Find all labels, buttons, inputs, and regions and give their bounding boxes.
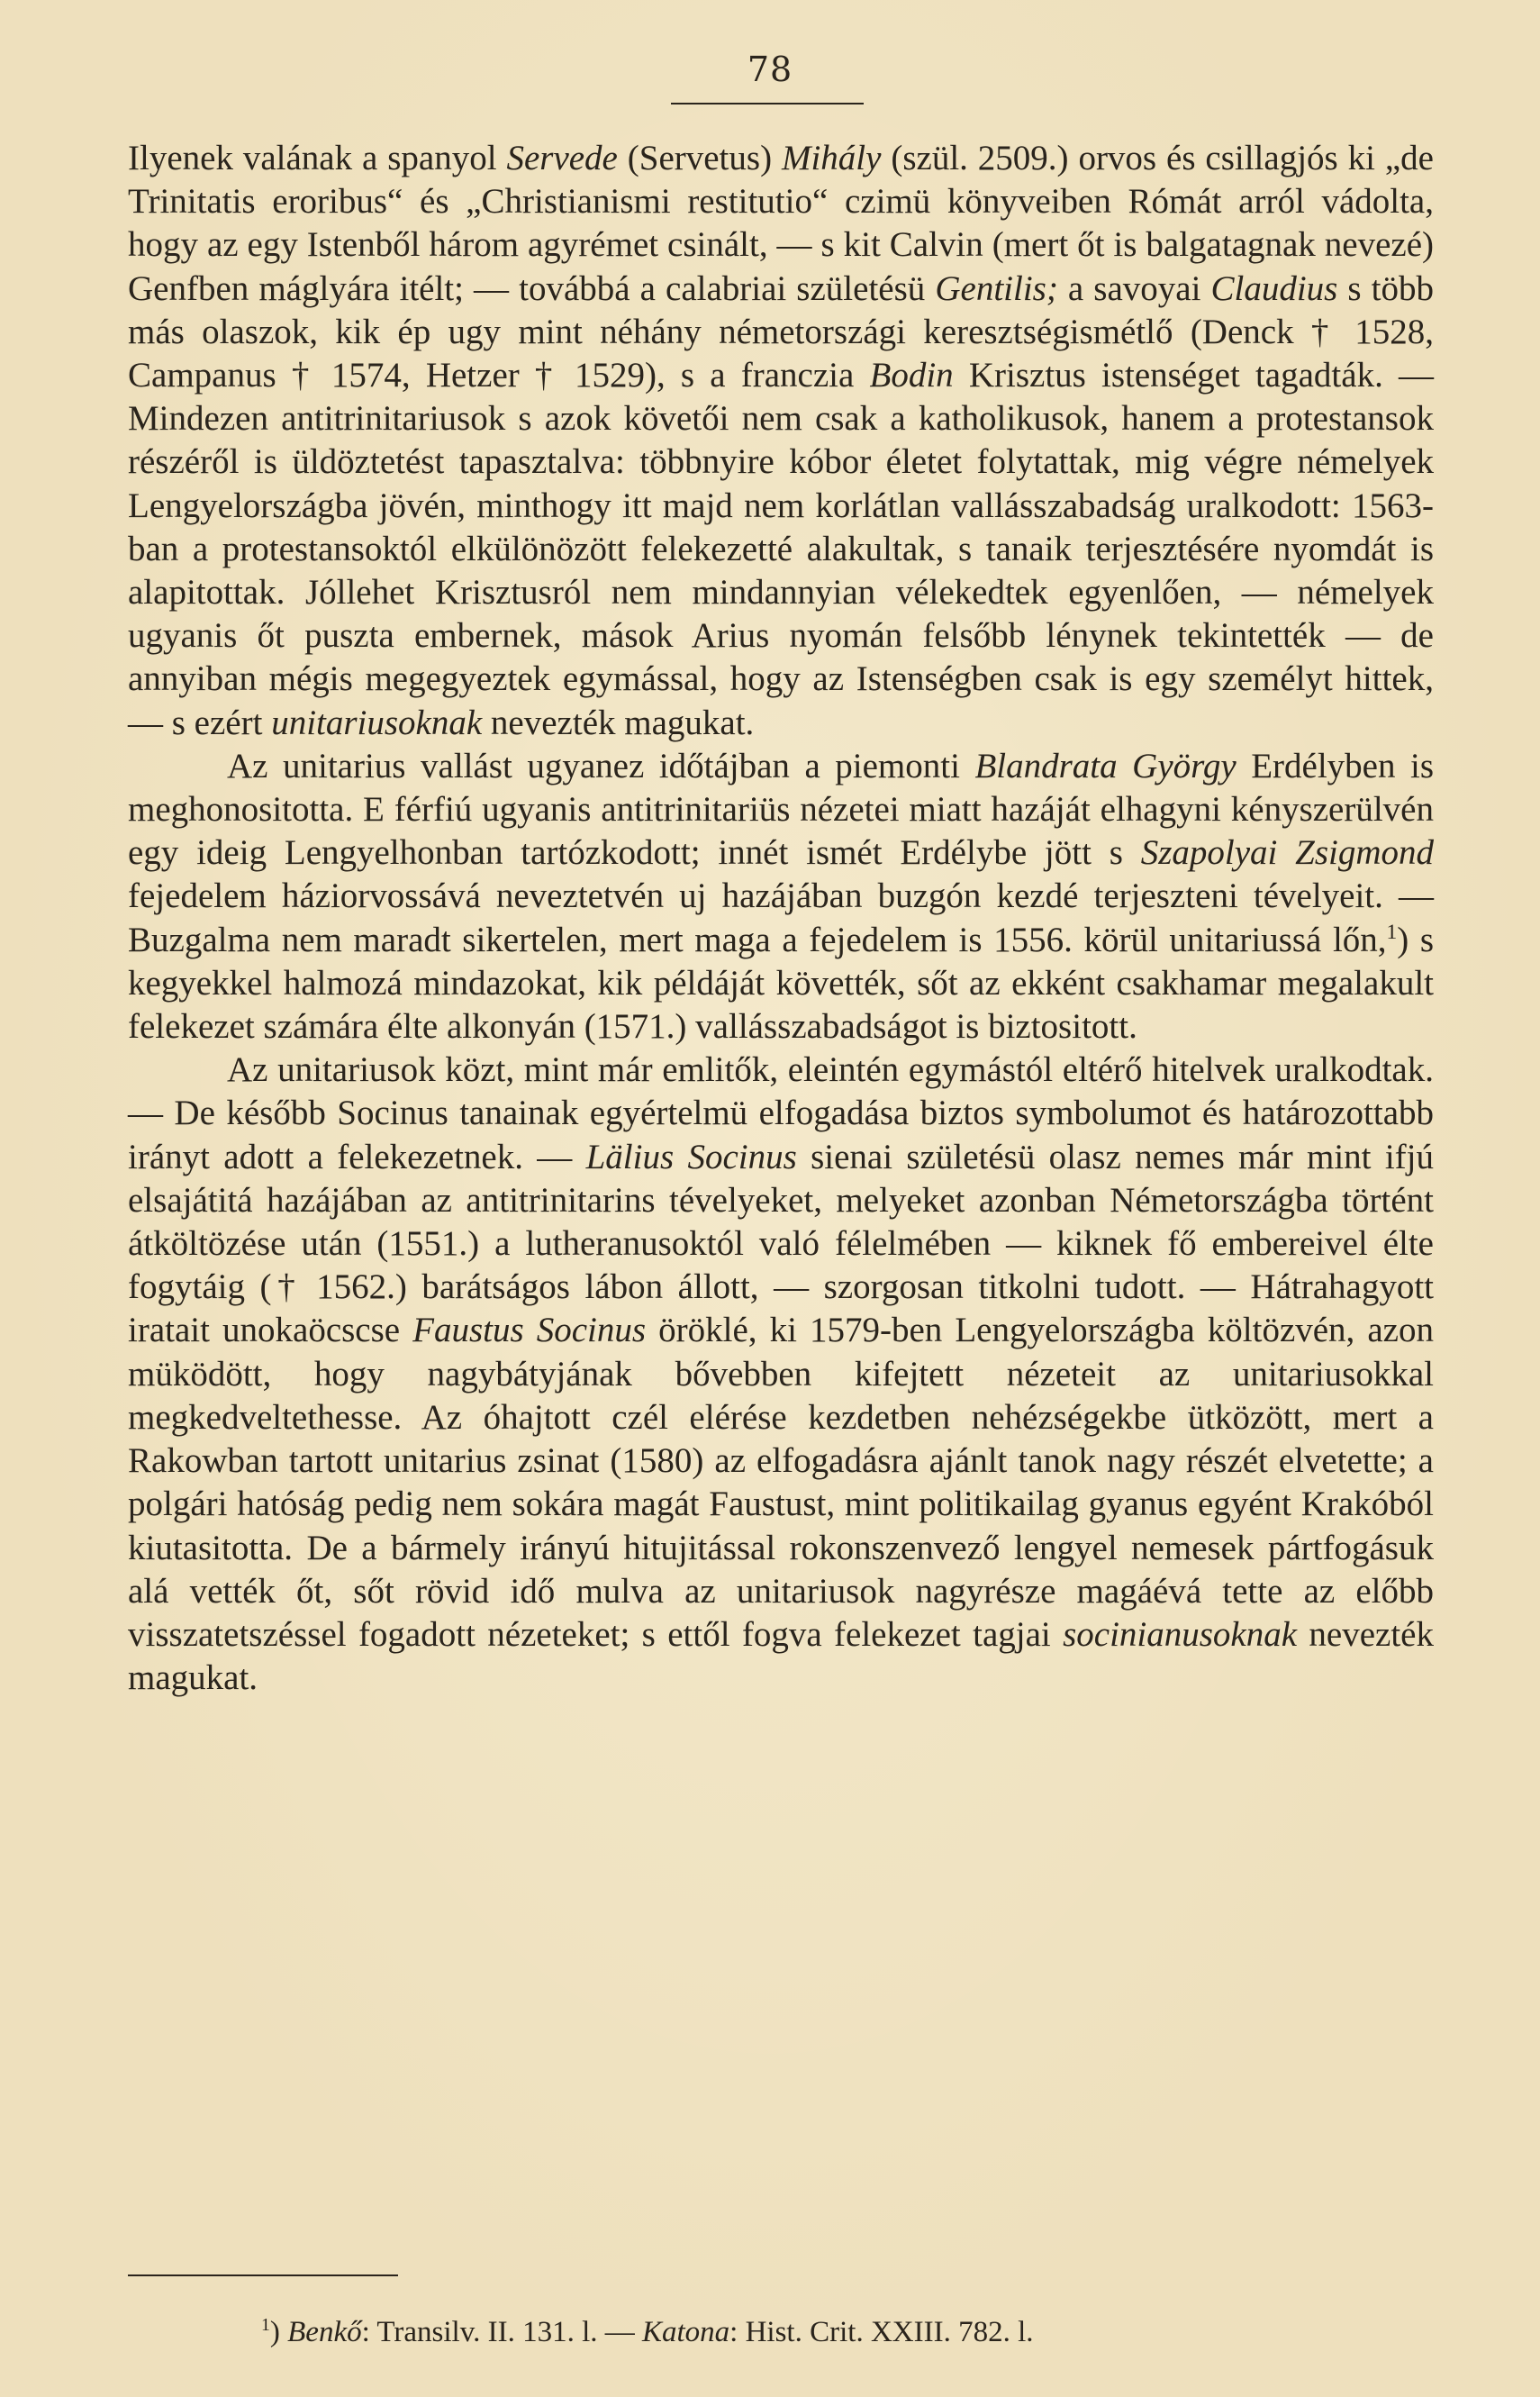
italic-run: Blandrata György [974, 746, 1237, 785]
text-run: nevezték magukat. [128, 1614, 1434, 1698]
paragraph [128, 137, 1434, 745]
paragraph [128, 1049, 1434, 1700]
italic-run: Szapolyai Zsigmond [1140, 833, 1435, 873]
footnote-marker: 1 [261, 2315, 270, 2335]
footnote-separator [128, 2274, 398, 2276]
text-run: sienai születésü olasz nemes már mint ifjú elsajátitá hazájában az antitrinitarins tévelyeket, melyeket azonban Németországba történt átköltözése után (1551.) a lutheranusoktól való félelmében — kiknek fő embereivel élte fogytáig († 1562.) barátságos lábon állott, — szorgosan titkolni tudott. — Hátrahagyott iratait unokaöcscse [128, 1137, 1434, 1350]
italic-run: Lälius Socinus [585, 1137, 797, 1176]
italic-run: Faustus Socinus [412, 1311, 647, 1350]
page-number: 78 [747, 50, 793, 89]
text-run: Az unitariusok közt, mint már emlitők, eleintén egymástól eltérő hitelvek uralkodtak. — De később Socinus tanainak egyértelmü elfogadása biztos symbolumot és határozottabb irányt adott a felekezetnek. — [128, 1050, 1434, 1176]
text-run: (Servetus) [617, 139, 782, 177]
text-run: öröklé, ki 1579-ben Lengyelországba költözvén, azon müködött, hogy nagybátyjának bővebben kifejtett nézeteit az unitariusokkal megkedveltethesse. Az óhajtott czél elérése kezdetben nehézségekbe ütközött, mert a Rakowban tartott unitarius zsinat (1580) az elfogadásra ajánlt tanok nagy részét elvetette; a polgári hatóság pedig nem sokára magát Faustust, mint politikailag gyanus egyént Krakóból kiutasitotta. De a bármely irányú hitujitással rokonszenvező lengyel nemesek pártfogásuk alá vették őt, sőt rövid idő mulva az unitariusok nagyrésze magáévá tette az előbb visszatetszéssel fogadott nézeteket; s ettől fogva felekezet tagjai [128, 1311, 1434, 1654]
text-run: : Transilv. II. 131. l. — [361, 2316, 642, 2348]
text-run: a savoyai [1057, 268, 1211, 308]
text-run: fejedelem háziorvossává neveztetvén uj hazájában buzgón kezdé terjeszteni tévelyeit. — Buzgalma nem maradt sikertelen, mert maga a fejedelem is 1556. körül unitariussá lőn, [128, 876, 1434, 959]
italic-run: unitariusoknak [271, 703, 483, 742]
page-number-underline [671, 103, 864, 104]
italic-run: Benkő [287, 2316, 362, 2348]
paragraph [128, 745, 1434, 1049]
footnote-text [270, 2316, 1034, 2348]
text-run: : Hist. Crit. XXIII. 782. l. [729, 2316, 1034, 2348]
text-run: s több más olaszok, kik ép ugy mint néhány németországi keresztségismétlő (Denck † 1528, Campanus † 1574, Hetzer † 1529), s a franczia [128, 268, 1435, 395]
italic-run: Bodin [869, 356, 954, 395]
italic-run: Servede [506, 139, 618, 177]
body-text [128, 137, 1434, 1700]
footnote [261, 2314, 1034, 2350]
text-run: Krisztus istenséget tagadták. — Mindezen antitrinitariusok s azok követői nem csak a katholikusok, hanem a protestansok részéről is üldöztetést tapasztalva: többnyire kóbor életet folytattak, mig végre némelyek Lengyelországba jövén, minthogy itt majd nem korlátlan vallásszabadság uralkodott: 1563-ban a protestansoktól elkülönözött felekezetté alakultak, s tanaik terjesztésére nyomdát is alapitottak. Jóllehet Krisztusról nem mindannyian vélekedtek egyenlően, — némelyek ugyanis őt puszta embernek, mások Arius nyomán felsőbb lénynek tekintették — de annyiban mégis megegyeztek egymással, hogy az Istenségben csak is egy személyt hittek, — s ezért [128, 356, 1434, 742]
text-run: ) s kegyekkel halmozá mindazokat, kik példáját követték, sőt az ekként csakhamar megalakult felekezet számára élte alkonyán (1571.) vallásszabadságot is biztositott. [128, 920, 1435, 1047]
text-run: ) [269, 2316, 288, 2348]
italic-run: Katona [641, 2316, 730, 2348]
italic-run: Mihály [781, 139, 882, 177]
italic-run: Claudius [1210, 268, 1338, 308]
text-run: Erdélyben is meghonositotta. E férfiú ugyanis antitrinitariüs nézetei miatt hazáját elhagyni kényszerülvén egy ideig Lengyelhonban tartózkodott; innét ismét Erdélybe jött s [128, 746, 1435, 873]
italic-run: Gentilis; [935, 268, 1058, 308]
italic-run: socinianusoknak [1063, 1614, 1298, 1654]
text-run: Ilyenek valának a spanyol [128, 139, 507, 177]
footnote-reference: 1 [1386, 920, 1398, 944]
text-run: nevezték magukat. [482, 703, 755, 742]
text-run: (szül. 2509.) orvos és csillagjós ki „de Trinitatis eroribus“ és „Christianismi restitutio“ czimü könyveiben Rómát arról vádolta, hogy az egy Istenből három agyrémet csinált, — s kit Calvin (mert őt is balgatagnak nevezé) Genfben máglyára itélt; — továbbá a calabriai születésü [128, 139, 1434, 308]
text-run: Az unitarius vallást ugyanez időtájban a piemonti [227, 746, 975, 785]
